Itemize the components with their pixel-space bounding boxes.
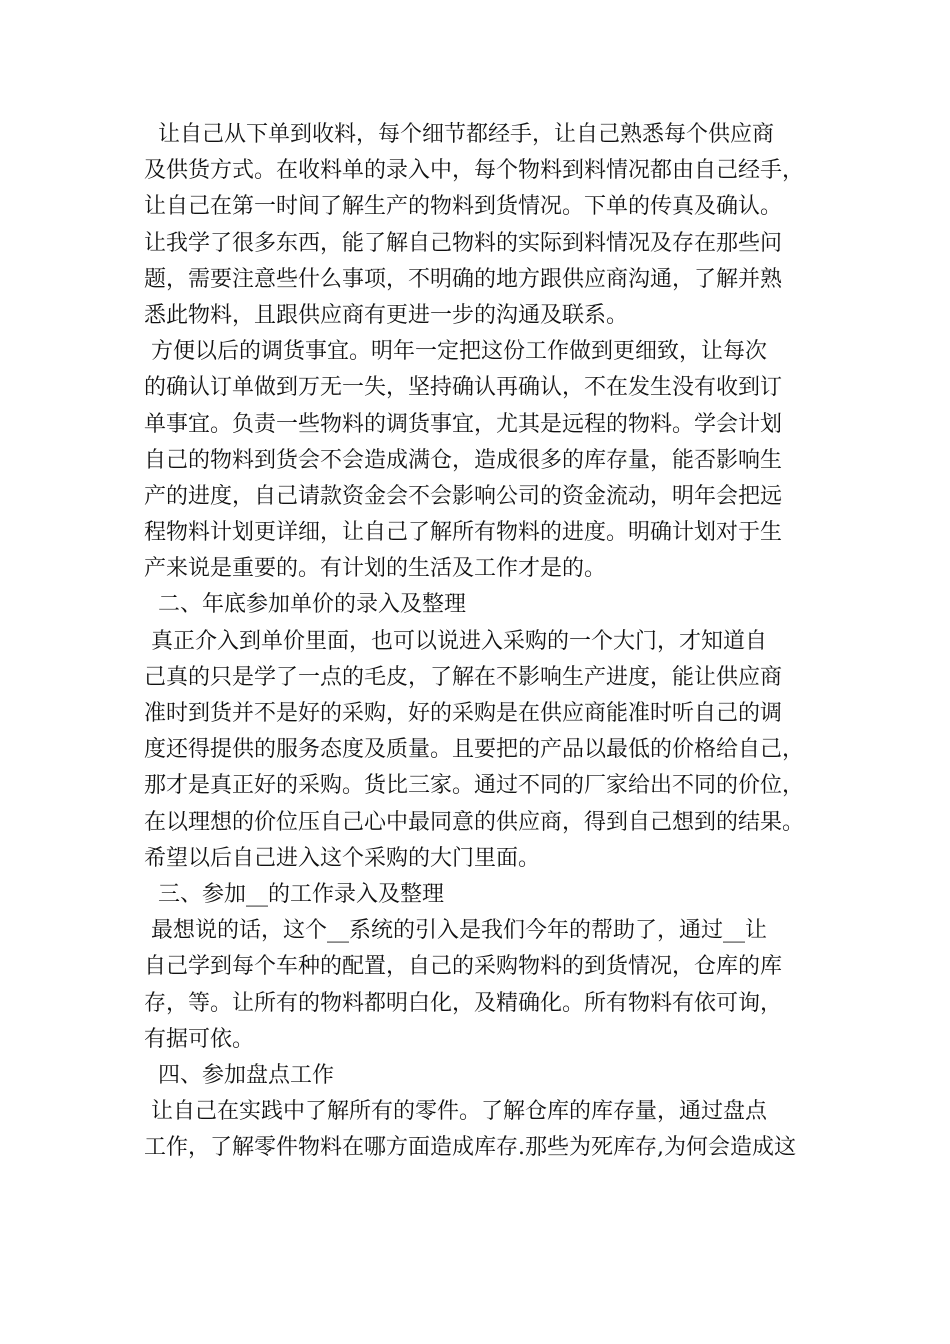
document-body	[144, 117, 824, 1166]
section-heading: 四、参加盘点工作	[144, 1062, 334, 1088]
paragraph-line: 工作，了解零件物料在哪方面造成库存.那些为死库存,为何会造成这	[144, 1135, 796, 1161]
paragraph-line: 自己的物料到货会不会造成满仓，造成很多的库存量，能否影响生	[144, 447, 783, 473]
section-heading: 二、年底参加单价的录入及整理	[144, 592, 466, 618]
paragraph-line: 悉此物料，且跟供应商有更进一步的沟通及联系。	[144, 302, 629, 328]
paragraph-line: 让自己在实践中了解所有的零件。了解仓库的库存量，通过盘点	[144, 1099, 767, 1125]
paragraph-line: 产的进度，自己请款资金会不会影响公司的资金流动，明年会把远	[144, 483, 783, 509]
paragraph-line: 单事宜。负责一些物料的调货事宜，尤其是远程的物料。学会计划	[144, 411, 783, 437]
paragraph-line: 让自己从下单到收料，每个细节都经手，让自己熟悉每个供应商	[144, 122, 774, 147]
paragraph-line: 让自己在第一时间了解生产的物料到货情况。下单的传真及确认。	[144, 194, 783, 220]
paragraph-line: 的确认订单做到万无一失，坚持确认再确认，不在发生没有收到订	[144, 375, 783, 401]
paragraph-line: 及供货方式。在收料单的录入中，每个物料到料情况都由自己经手，	[144, 158, 805, 184]
paragraph-line: 产来说是重要的。有计划的生活及工作才是的。	[144, 556, 607, 582]
paragraph-line: 题，需要注意些什么事项，不明确的地方跟供应商沟通，了解并熟	[144, 266, 783, 292]
paragraph-line: 最想说的话，这个__系统的引入是我们今年的帮助了，通过__让	[144, 918, 767, 944]
paragraph-line: 方便以后的调货事宜。明年一定把这份工作做到更细致，让每次	[144, 339, 767, 365]
paragraph-line: 在以理想的价位压自己心中最同意的供应商，得到自己想到的结果。	[144, 809, 805, 835]
section-heading: 三、参加__的工作录入及整理	[144, 881, 444, 907]
paragraph-line: 希望以后自己进入这个采购的大门里面。	[144, 845, 541, 871]
paragraph-line: 度还得提供的服务态度及质量。且要把的产品以最低的价格给自己，	[144, 737, 805, 763]
paragraph-line: 己真的只是学了一点的毛皮，了解在不影响生产进度，能让供应商	[144, 664, 783, 690]
paragraph-line: 存，等。让所有的物料都明白化，及精确化。所有物料有依可询，	[144, 990, 783, 1016]
paragraph-line: 有据可依。	[144, 1026, 255, 1052]
paragraph-line: 让我学了很多东西，能了解自己物料的实际到料情况及存在那些问	[144, 230, 783, 256]
paragraph-line: 真正介入到单价里面，也可以说进入采购的一个大门，才知道自	[144, 628, 767, 654]
paragraph-line: 程物料计划更详细，让自己了解所有物料的进度。明确计划对于生	[144, 520, 783, 546]
paragraph-line: 那才是真正好的采购。货比三家。通过不同的厂家给出不同的价位，	[144, 773, 805, 799]
paragraph-line: 准时到货并不是好的采购，好的采购是在供应商能准时听自己的调	[144, 701, 783, 726]
paragraph-line: 自己学到每个车种的配置，自己的采购物料的到货情况，仓库的库	[144, 954, 783, 980]
